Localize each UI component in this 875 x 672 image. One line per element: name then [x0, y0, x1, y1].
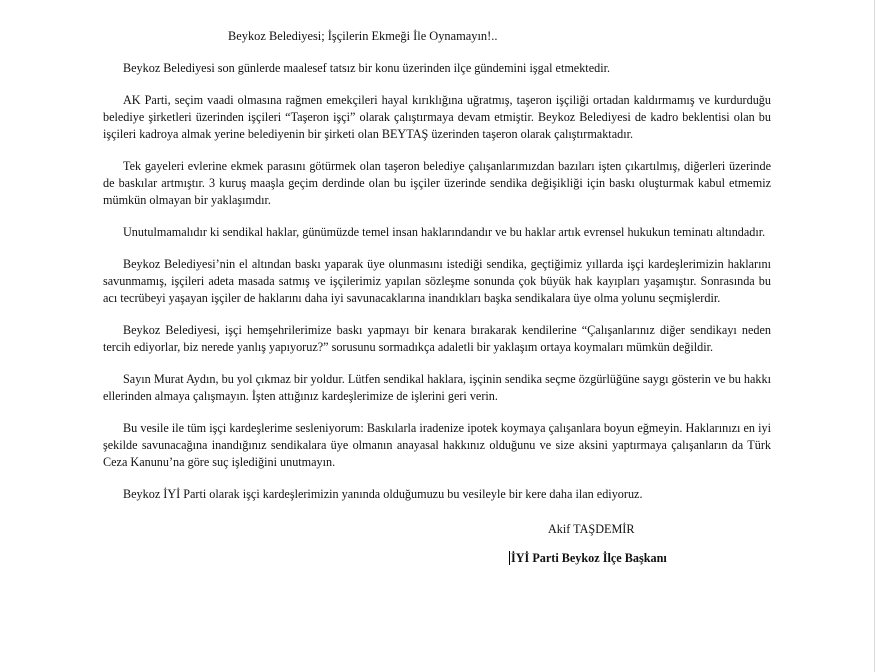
- paragraph-5: Beykoz Belediyesi’nin el altından baskı yaparak üye olunmasını istediği sendika, geçtiğimiz yıllarda işçi kardeşlerimizin haklarını savunmamış, işçileri adeta masada satmış ve işçilerimiz yapılan sözleşme sonunda çok büyük hak kayıpları yaşamıştır. Sonrasında bu acı tecrübeyi yaşayan işçiler de haklarını daha iyi savunacaklarına inandıkları başka sendikalara üye olma yolunu seçmişlerdir.: [103, 257, 771, 305]
- paragraph-6: Beykoz Belediyesi, işçi hemşehrilerimize baskı yapmayı bir kenara bırakarak kendilerine “Çalışanlarınız diğer sendikayı neden tercih ediyorlar, biz nerede yanlış yapıyoruz?” sorusunu sormadıkça adaletli bir yaklaşım ortaya koymaları mümkün değildir.: [103, 323, 771, 354]
- paragraph-8: Bu vesile ile tüm işçi kardeşlerime sesleniyorum: Baskılarla iradenize ipotek koymaya çalışanlara boyun eğmeyin. Haklarınızı en iyi şekilde savunacağına inandığınız sendikalara üye olmanın anayasal hakkınız olduğunu ve size aksini yaptırmaya çalışanların da Türk Ceza Kanunu’na göre suç işlediğini unutmayın.: [103, 421, 771, 469]
- paragraph-1: Beykoz Belediyesi son günlerde maalesef tatsız bir konu üzerinden ilçe gündemini işgal etmektedir.: [123, 61, 611, 75]
- paragraph-7: Sayın Murat Aydın, bu yol çıkmaz bir yoldur. Lütfen sendikal haklara, işçinin sendika seçme özgürlüğüne saygı gösterin ve bu hakkı ellerinden almaya çalışmayın. İşten attığınız kardeşlerimize de işlerini geri verin.: [103, 372, 771, 403]
- paragraph-9: Beykoz İYİ Parti olarak işçi kardeşlerimizin yanında olduğumuzu bu vesileyle bir kere daha ilan ediyoruz.: [123, 487, 643, 501]
- document-title: Beykoz Belediyesi; İşçilerin Ekmeği İle Oynamayın!..: [228, 29, 498, 43]
- document-body[interactable]: [103, 28, 771, 567]
- signature-title-text: İYİ Parti Beykoz İlçe Başkanı: [511, 551, 667, 565]
- signature-title: [103, 550, 771, 567]
- paragraph-4: Unutulmamalıdır ki sendikal haklar, günümüzde temel insan haklarındandır ve bu haklar artık evrensel hukukun teminatı altındadır.: [123, 225, 766, 239]
- paragraph-2: AK Parti, seçim vaadi olmasına rağmen emekçileri hayal kırıklığına uğratmış, taşeron işçiliği ortadan kaldırmamış ve kurdurduğu belediye şirketleri üzerinden işçileri “Taşeron işçi” olarak çalıştırmaya devam etmiştir. Beykoz Belediyesi de kadro beklentisi olan bu işçileri kadroya almak yerine belediyenin bir şirketi olan BEYTAŞ üzerinden taşeron olarak çalıştırmaktadır.: [103, 93, 771, 141]
- signature-name: Akif TAŞDEMİR: [548, 522, 635, 536]
- paragraph-3: Tek gayeleri evlerine ekmek parasını götürmek olan taşeron belediye çalışanlarımızdan bazıları işten çıkartılmış, diğerleri üzerinde de baskılar artmıştır. 3 kuruş maaşla geçim derdinde olan bu işçiler üzerinde sendika değişikliği için baskı oluşturmak kabul etmemiz mümkün olmayan bir yaklaşımdır.: [103, 159, 771, 207]
